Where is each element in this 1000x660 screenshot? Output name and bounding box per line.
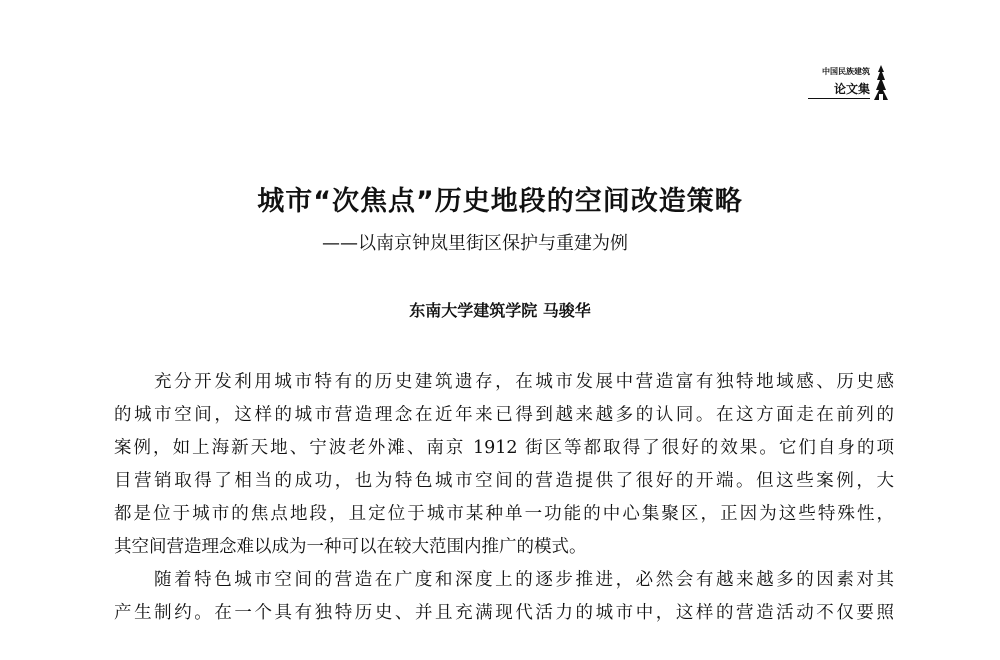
body-line: 案例，如上海新天地、宁波老外滩、南京 1912 街区等都取得了很好的效果。它们自身的项 bbox=[114, 438, 894, 458]
body-line: 都是位于城市的焦点地段，且定位于城市某种单一功能的中心集聚区，正因为这些特殊性， bbox=[114, 504, 894, 524]
body-line: 充分开发利用城市特有的历史建筑遗存，在城市发展中营造富有独特地域感、历史感 bbox=[154, 372, 894, 392]
collection-logo bbox=[808, 64, 890, 102]
article-title: 城市“次焦点”历史地段的空间改造策略 bbox=[257, 186, 743, 217]
body-line: 的城市空间，这样的城市营造理念在近年来已得到越来越多的认同。在这方面走在前列的 bbox=[114, 405, 894, 425]
series-name: 中国民族建筑 bbox=[822, 67, 870, 76]
body-line: 目营销取得了相当的成功，也为特色城市空间的营造提供了很好的开端。但这些案例，大 bbox=[114, 471, 894, 491]
article-subtitle: ——以南京钟岚里街区保护与重建为例 bbox=[322, 233, 628, 254]
article-body bbox=[114, 366, 894, 630]
body-line: 随着特色城市空间的营造在广度和深度上的逐步推进，必然会有越来越多的因素对其 bbox=[154, 570, 894, 590]
collection-label: 论文集 bbox=[808, 80, 870, 99]
body-line: 其空间营造理念难以成为一种可以在较大范围内推广的模式。 bbox=[114, 537, 587, 557]
author-affiliation: 东南大学建筑学院 马骏华 bbox=[409, 301, 591, 320]
body-line: 产生制约。在一个具有独特历史、并且充满现代活力的城市中，这样的营造活动不仅要照 bbox=[114, 603, 894, 623]
pagoda-icon bbox=[872, 64, 890, 102]
